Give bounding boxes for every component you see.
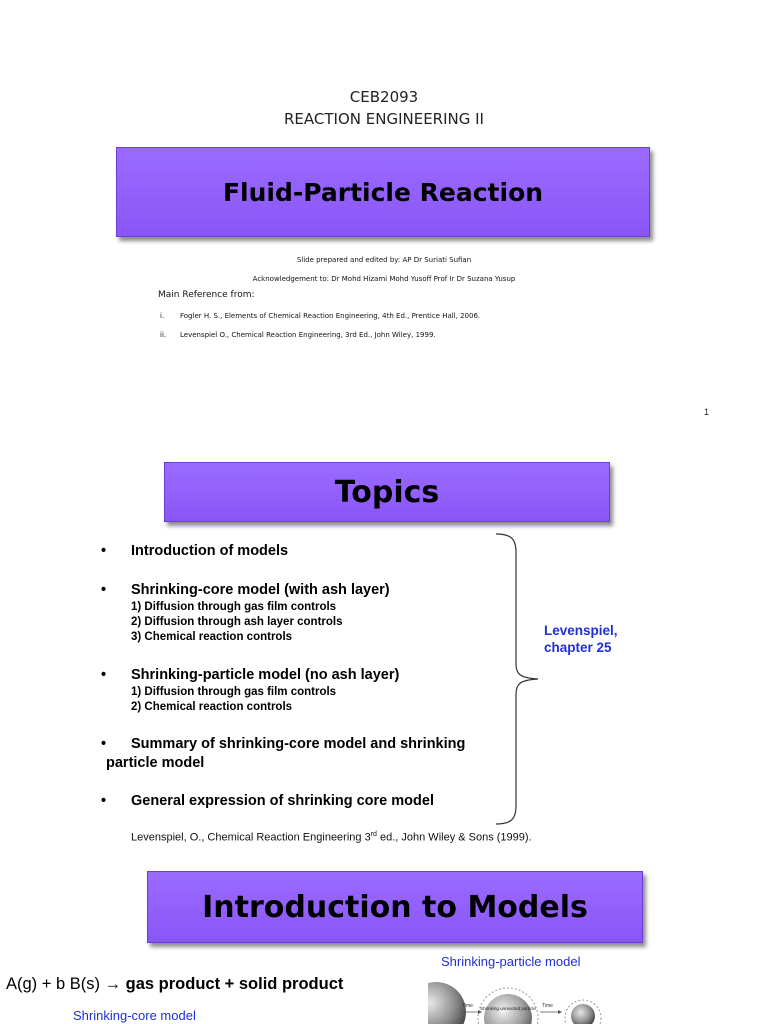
- topics-title-banner: [164, 462, 610, 522]
- course-name: REACTION ENGINEERING II: [284, 110, 484, 128]
- topic-text: Shrinking-particle model (no ash layer): [131, 667, 400, 683]
- topic-bullet: [101, 543, 289, 559]
- levenspiel-note-line1: Levenspiel,: [544, 623, 618, 638]
- topic-text: General expression of shrinking core model: [131, 793, 434, 809]
- equation-reactants: A(g) + b B(s) →: [6, 975, 126, 993]
- topic-sub-item: 2) Diffusion through ash layer controls: [131, 616, 343, 628]
- main-reference-label: Main Reference from:: [158, 290, 255, 300]
- topic-sub-item: 3) Chemical reaction controls: [131, 631, 293, 643]
- bullet-dot: •: [101, 667, 107, 683]
- course-code: CEB2093: [349, 88, 419, 106]
- reference-num: ii.: [160, 331, 167, 339]
- particle-label: Shrinking unreacted particle: [480, 1006, 536, 1011]
- shrinking-particle-figure: [428, 972, 628, 1024]
- arrow-head-icon: [558, 1010, 562, 1014]
- particle-large: [428, 982, 466, 1024]
- reference-item: [160, 312, 480, 320]
- topic-text: Shrinking-core model (with ash layer): [131, 582, 390, 598]
- citation-sup: rd: [370, 831, 377, 838]
- topic-text: Summary of shrinking-core model and shrinking: [131, 736, 466, 752]
- slide1-title-banner: [116, 147, 650, 237]
- reference-num: i.: [160, 312, 165, 320]
- acknowledgement: Acknowledgement to: Dr Mohd Hizami Mohd Yusoff Prof Ir Dr Suzana Yusup: [252, 275, 516, 283]
- models-title-banner: [147, 871, 643, 943]
- bullet-dot: •: [101, 793, 107, 809]
- topic-sub-item: 2) Chemical reaction controls: [131, 701, 293, 713]
- reference-text: Levenspiel O., Chemical Reaction Engineering, 3rd Ed., John Wiley, 1999.: [180, 331, 436, 339]
- topics-title: Topics: [334, 474, 440, 510]
- topic-bullet: [101, 793, 434, 809]
- reference-item: [160, 331, 436, 339]
- topic-bullet: [101, 582, 390, 598]
- models-title: Introduction to Models: [202, 889, 588, 925]
- prepared-by: Slide prepared and edited by: AP Dr Suriati Sufian: [296, 256, 472, 264]
- page-number: 1: [704, 407, 710, 417]
- time-label: Time: [462, 1003, 473, 1009]
- topic-text: Introduction of models: [131, 543, 289, 559]
- time-label: Time: [542, 1003, 553, 1009]
- reference-text: Fogler H. S., Elements of Chemical Reaction Engineering, 4th Ed., Prentice Hall, 2006.: [180, 312, 481, 320]
- shrinking-particle-label: Shrinking-particle model: [441, 954, 581, 969]
- citation-text-end: ed., John Wiley & Sons (1999).: [376, 831, 532, 844]
- bullet-dot: •: [101, 543, 107, 559]
- citation: [131, 831, 532, 844]
- topic-bullet: [101, 667, 400, 683]
- reaction-equation: [6, 975, 343, 994]
- particle-small: [571, 1004, 595, 1024]
- curly-brace-icon: [494, 532, 542, 826]
- topic-sub-item: 1) Diffusion through gas film controls: [131, 601, 337, 613]
- citation-text: Levenspiel, O., Chemical Reaction Engineering 3: [131, 831, 371, 844]
- levenspiel-note-line2: chapter 25: [544, 640, 612, 655]
- topic-bullet: [101, 736, 466, 752]
- levenspiel-note: [544, 622, 618, 656]
- slide1-title: Fluid-Particle Reaction: [222, 177, 544, 207]
- shrinking-core-label: Shrinking-core model: [73, 1008, 196, 1023]
- equation-products: gas product + solid product: [125, 975, 344, 993]
- bullet-dot: •: [101, 582, 107, 598]
- bullet-dot: •: [101, 736, 107, 752]
- topic-text-continued: particle model: [106, 755, 205, 771]
- topic-sub-item: 1) Diffusion through gas film controls: [131, 686, 337, 698]
